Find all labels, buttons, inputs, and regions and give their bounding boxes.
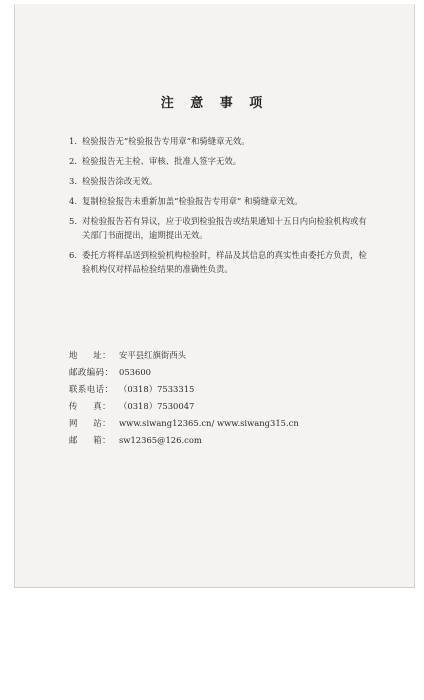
website-value: www.siwang12365.cn/ www.siwang315.cn <box>119 417 299 428</box>
note-number: 1. <box>69 136 77 146</box>
website-label: 网 站： <box>69 417 111 428</box>
email-label: 邮 箱： <box>69 434 111 445</box>
address-value: 安平县红旗街西头 <box>119 349 186 360</box>
address-row <box>69 346 369 363</box>
note-text: 检验报告无“检验报告专用章”和骑缝章无效。 <box>82 136 250 146</box>
document-page <box>14 4 415 588</box>
note-item <box>69 248 369 276</box>
postcode-value: 053600 <box>119 366 151 377</box>
address-label: 地 址： <box>69 349 111 360</box>
fax-value: （0318）7530047 <box>119 400 195 411</box>
phone-value: （0318）7533315 <box>119 383 195 394</box>
contact-info <box>69 346 369 448</box>
phone-label: 联系电话： <box>69 383 114 394</box>
note-item <box>69 174 369 188</box>
note-text: 对检验报告若有异议，应于收到检验报告或结果通知十五日内向检验机构或有关部门书面提出，逾期提出无效。 <box>82 216 367 240</box>
page-title: 注 意 事 项 <box>160 96 269 111</box>
note-number: 2. <box>69 156 77 166</box>
email-value: sw12365@126.com <box>119 434 202 445</box>
note-text: 检验报告无主检、审核、批准人签字无效。 <box>82 156 242 166</box>
email-row <box>69 431 369 448</box>
website-row <box>69 414 369 431</box>
note-item <box>69 134 369 148</box>
note-text: 委托方将样品送到检验机构检验时，样品及其信息的真实性由委托方负责，检验机构仅对样品检验结果的准确性负责。 <box>82 250 367 274</box>
note-item <box>69 214 369 242</box>
note-item <box>69 194 369 208</box>
note-item <box>69 154 369 168</box>
phone-row <box>69 380 369 397</box>
postcode-row <box>69 363 369 380</box>
note-text: 检验报告涂改无效。 <box>82 176 158 186</box>
note-number: 5. <box>69 216 77 226</box>
fax-row <box>69 397 369 414</box>
fax-label: 传 真： <box>69 400 111 411</box>
note-text: 复制检验报告未重新加盖“检验报告专用章” 和骑缝章无效。 <box>82 196 303 206</box>
note-number: 6. <box>69 250 77 260</box>
postcode-label: 邮政编码： <box>69 366 114 377</box>
notes-list <box>69 134 369 282</box>
note-number: 4. <box>69 196 77 206</box>
note-number: 3. <box>69 176 77 186</box>
